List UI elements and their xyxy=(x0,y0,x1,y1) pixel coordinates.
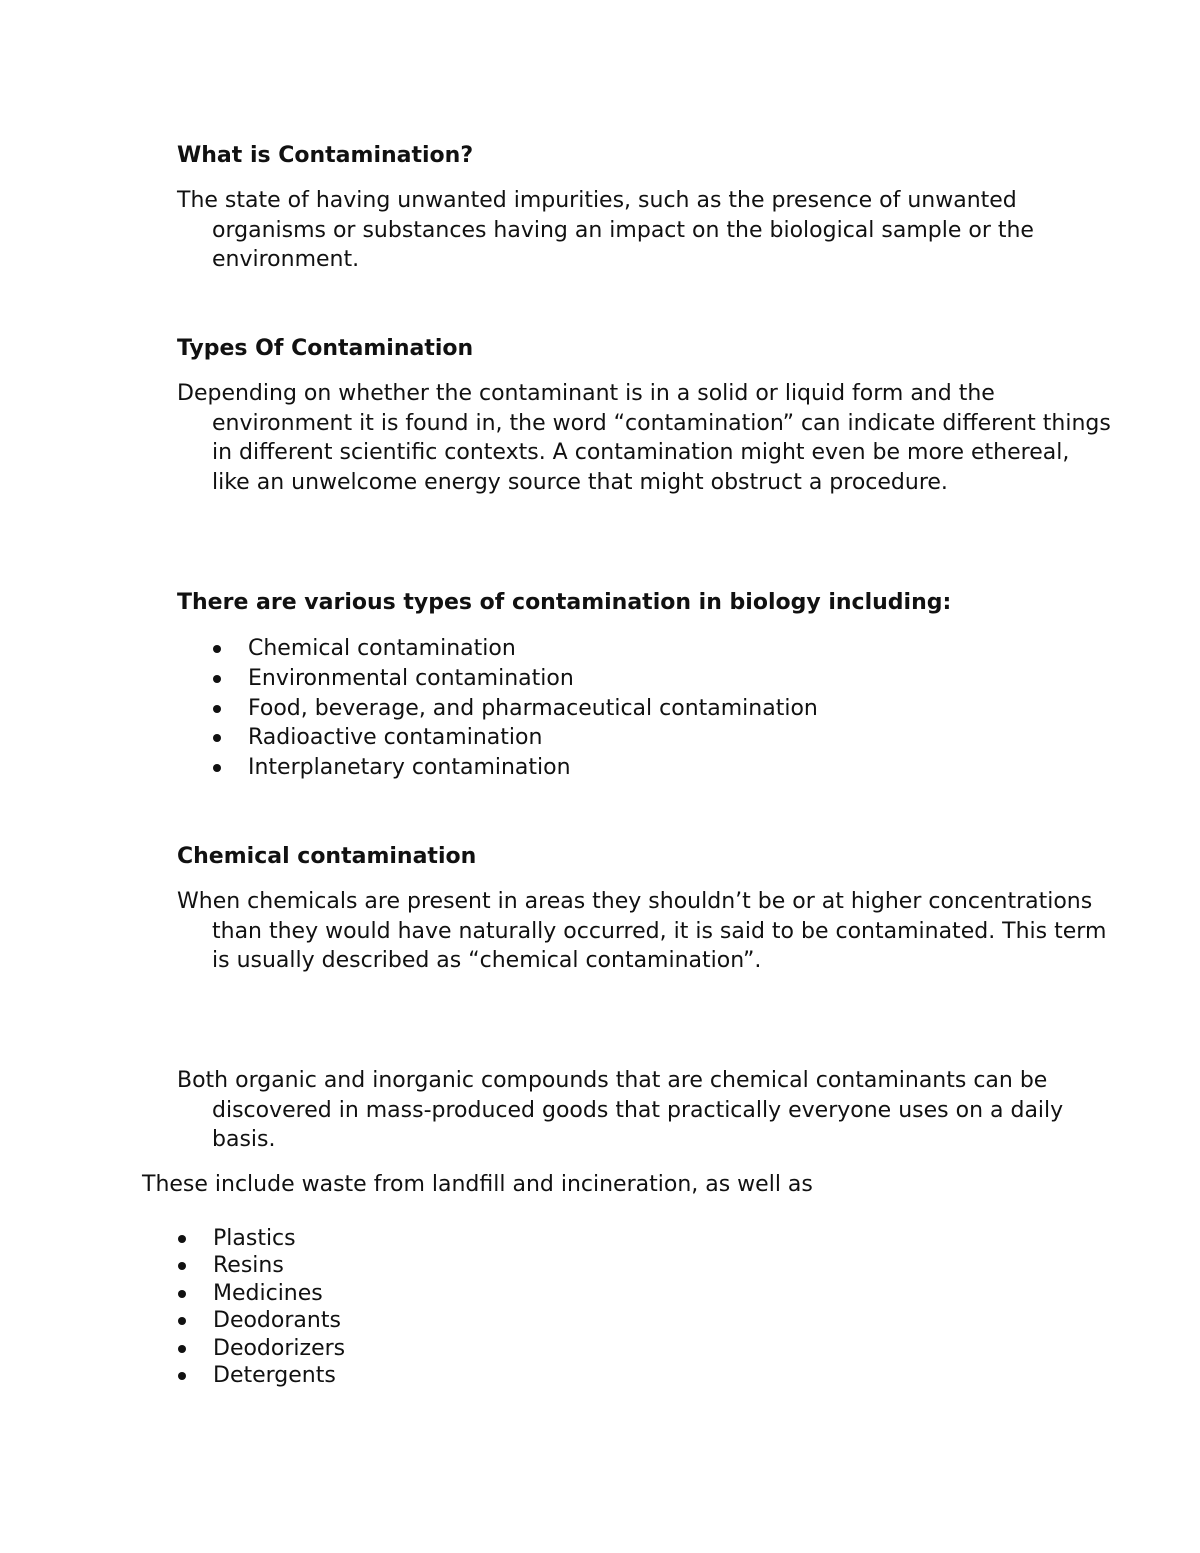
contamination-types-list xyxy=(248,634,818,783)
heading-various-types: There are various types of contamination in biology including: xyxy=(177,590,952,615)
heading-types-of-contamination: Types Of Contamination xyxy=(177,336,474,361)
heading-chemical-contamination: Chemical contamination xyxy=(177,844,477,869)
paragraph-definition: The state of having unwanted impurities, such as the presence of unwanted organisms or substances having an impact on the biological sample or the environment. xyxy=(177,188,1034,273)
list-item: Deodorizers xyxy=(213,1335,346,1361)
paragraph-these-include: These include waste from landfill and incineration, as well as xyxy=(142,1172,813,1197)
list-item: Deodorants xyxy=(213,1307,345,1334)
chemical-products-list xyxy=(213,1225,345,1389)
list-item: Resins xyxy=(213,1252,345,1279)
list-item: Interplanetary contamination xyxy=(248,753,818,783)
paragraph-types: Depending on whether the contaminant is in a solid or liquid form and the environment it is found in, the word “contamination” can indicate different things in different scientific contexts. A contamination might even be more ethereal, like an unwelcome energy source that might obstruct a procedure. xyxy=(177,381,1111,495)
list-item: Environmental contamination xyxy=(248,664,818,694)
list-item: Food, beverage, and pharmaceutical contamination xyxy=(248,694,818,724)
paragraph-chemical-definition: When chemicals are present in areas they shouldn’t be or at higher concentrations than they would have naturally occurred, it is said to be contaminated. This term is usually described as “chemical contamination”. xyxy=(177,889,1107,974)
list-item: Medicines xyxy=(213,1280,345,1307)
list-item: Plastics xyxy=(213,1225,345,1252)
list-item: Radioactive contamination xyxy=(248,723,818,753)
heading-what-is-contamination: What is Contamination? xyxy=(177,143,474,168)
list-item: Detergents xyxy=(213,1362,345,1389)
paragraph-compounds: Both organic and inorganic compounds that are chemical contaminants can be discovered in mass-produced goods that practically everyone uses on a daily basis. xyxy=(177,1068,1064,1153)
list-item: Chemical contamination xyxy=(248,634,818,664)
